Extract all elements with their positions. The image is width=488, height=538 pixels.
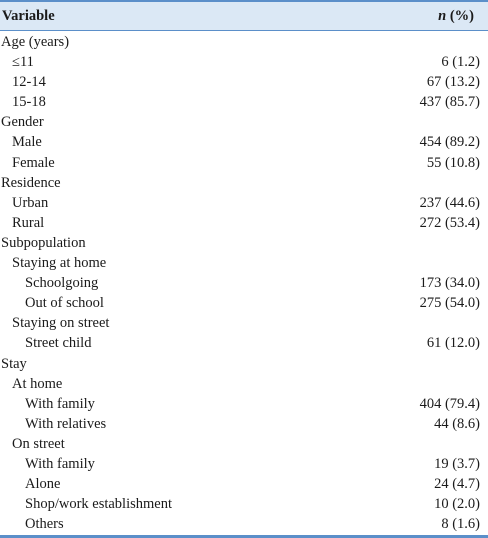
row-label: ≤11 bbox=[12, 54, 34, 71]
table-row bbox=[0, 193, 488, 213]
table-row bbox=[0, 32, 488, 52]
header-rule bbox=[0, 30, 488, 31]
row-label: Staying on street bbox=[12, 315, 110, 332]
row-label: Gender bbox=[1, 114, 44, 131]
row-label: Rural bbox=[12, 214, 45, 231]
row-value: 454 (89.2) bbox=[419, 134, 480, 151]
header-pct: (%) bbox=[449, 8, 474, 24]
row-label: Others bbox=[25, 516, 64, 533]
row-value: 44 (8.6) bbox=[434, 415, 480, 432]
row-value: 61 (12.0) bbox=[426, 335, 480, 352]
row-value: 55 (10.8) bbox=[426, 154, 480, 171]
table-row bbox=[0, 233, 488, 253]
row-label: Age (years) bbox=[1, 34, 70, 50]
table-row bbox=[0, 313, 488, 333]
row-value: 10 (2.0) bbox=[434, 496, 480, 513]
table-row bbox=[0, 273, 488, 293]
row-label: 15-18 bbox=[12, 94, 46, 111]
table-row bbox=[0, 414, 488, 434]
table-row bbox=[0, 253, 488, 273]
row-value: 24 (4.7) bbox=[434, 476, 480, 493]
row-label: With relatives bbox=[25, 415, 107, 432]
header-n-percent bbox=[438, 8, 474, 25]
row-label: With family bbox=[25, 395, 95, 412]
table-row bbox=[0, 153, 488, 173]
row-label: Staying at home bbox=[12, 255, 107, 272]
row-label: Schoolgoing bbox=[25, 275, 99, 292]
table-row bbox=[0, 92, 488, 112]
row-label: At home bbox=[12, 375, 63, 392]
row-label: Subpopulation bbox=[1, 234, 86, 251]
row-label: Shop/work establishment bbox=[25, 496, 173, 513]
table-body bbox=[0, 32, 488, 534]
table-row bbox=[0, 514, 488, 534]
table-row bbox=[0, 454, 488, 474]
row-value: 19 (3.7) bbox=[434, 455, 480, 472]
row-value: 173 (34.0) bbox=[419, 275, 480, 292]
row-value: 272 (53.4) bbox=[419, 214, 480, 231]
row-label: Residence bbox=[1, 174, 61, 191]
row-label: Urban bbox=[12, 194, 49, 211]
table-row bbox=[0, 434, 488, 454]
row-label: Stay bbox=[1, 355, 27, 372]
table-row bbox=[0, 132, 488, 152]
row-label: Female bbox=[12, 154, 55, 171]
table-row bbox=[0, 394, 488, 414]
row-value: 237 (44.6) bbox=[419, 194, 480, 211]
table-row bbox=[0, 374, 488, 394]
row-value: 275 (54.0) bbox=[419, 295, 480, 312]
row-value: 8 (1.6) bbox=[441, 516, 480, 533]
row-label: Alone bbox=[25, 476, 61, 493]
table-row bbox=[0, 52, 488, 72]
table-row bbox=[0, 112, 488, 132]
row-label: Male bbox=[12, 134, 42, 151]
row-label: On street bbox=[12, 435, 65, 452]
header-n: n bbox=[438, 8, 447, 24]
table-row bbox=[0, 213, 488, 233]
header-variable: Variable bbox=[2, 8, 55, 24]
row-label: With family bbox=[25, 455, 95, 472]
row-label: 12-14 bbox=[12, 74, 46, 91]
table-row bbox=[0, 293, 488, 313]
table-row bbox=[0, 333, 488, 353]
row-label: Out of school bbox=[25, 295, 104, 312]
table-row bbox=[0, 474, 488, 494]
table-row bbox=[0, 354, 488, 374]
row-label: Street child bbox=[25, 335, 92, 352]
table-row bbox=[0, 494, 488, 514]
row-value: 404 (79.4) bbox=[419, 395, 480, 412]
row-value: 437 (85.7) bbox=[419, 94, 480, 111]
table-row bbox=[0, 173, 488, 193]
table-header bbox=[0, 2, 488, 30]
table-row bbox=[0, 72, 488, 92]
row-value: 6 (1.2) bbox=[441, 54, 480, 71]
row-value: 67 (13.2) bbox=[426, 74, 480, 91]
